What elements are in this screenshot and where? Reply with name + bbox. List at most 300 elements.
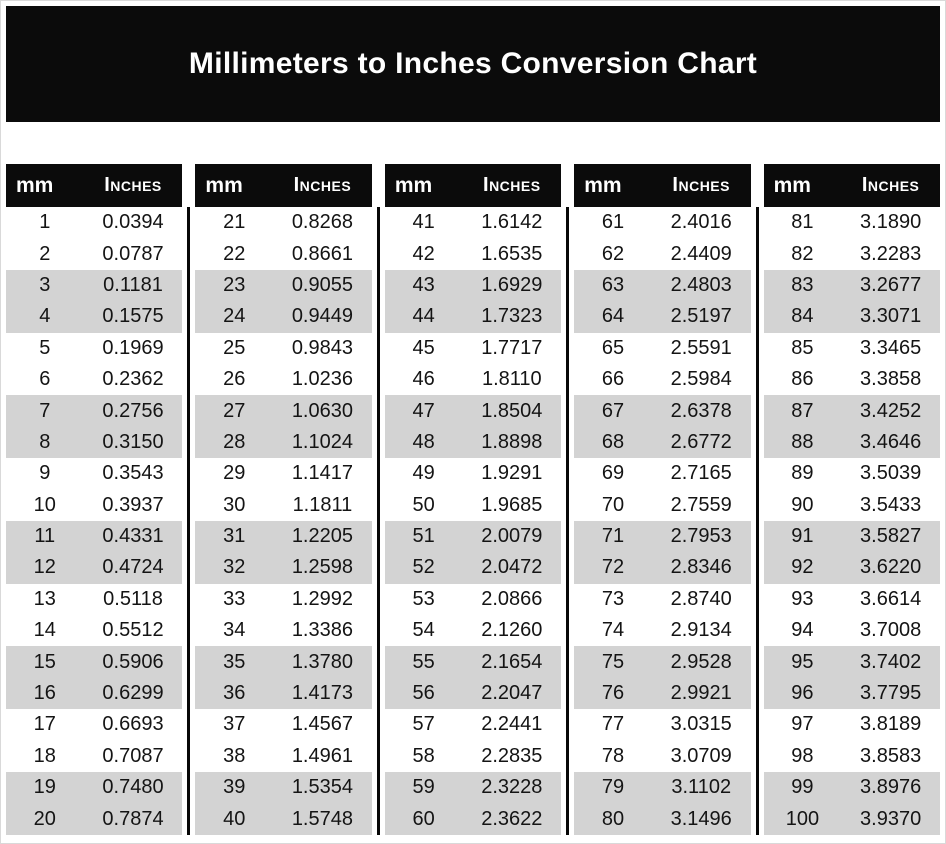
inches-value: 0.7480: [102, 776, 164, 799]
table-row: [385, 552, 561, 583]
inches-value: 2.1654: [481, 650, 543, 673]
inches-value: 2.4409: [670, 242, 732, 265]
table-row: [574, 333, 750, 364]
mm-value: 78: [601, 744, 625, 767]
table-row: [574, 458, 750, 489]
inches-value: 1.7323: [481, 305, 543, 328]
table-body: [195, 207, 371, 835]
inches-value: 0.1575: [102, 305, 164, 328]
mm-value: 100: [785, 807, 820, 830]
table-row: [764, 741, 940, 772]
inches-value: 2.5984: [670, 368, 732, 391]
table-row: [195, 646, 371, 677]
inches-value: 3.1496: [670, 807, 732, 830]
conversion-column-61-80: [574, 164, 750, 835]
inches-value: 2.5197: [670, 305, 732, 328]
table-row: [6, 709, 182, 740]
column-header: [764, 164, 940, 207]
inches-value: 1.6142: [481, 211, 543, 234]
mm-value: 76: [601, 682, 625, 705]
inches-value: 1.2598: [291, 556, 353, 579]
table-row: [574, 615, 750, 646]
mm-value: 82: [791, 242, 814, 265]
mm-value: 50: [412, 493, 435, 516]
inches-value: 3.0315: [670, 713, 732, 736]
table-row: [574, 646, 750, 677]
mm-value: 16: [33, 682, 56, 705]
table-row: [385, 207, 561, 238]
inches-value: 0.7087: [102, 744, 164, 767]
table-row: [764, 301, 940, 332]
table-row: [6, 490, 182, 521]
table-row: [6, 333, 182, 364]
table-row: [385, 709, 561, 740]
mm-header-label: mm: [394, 173, 433, 197]
inches-value: 1.8898: [481, 430, 543, 453]
inches-value: 1.1811: [292, 493, 353, 516]
inches-value: 1.3780: [291, 650, 353, 673]
table-row: [574, 207, 750, 238]
inches-value: 3.2677: [860, 273, 922, 296]
table-row: [195, 238, 371, 269]
table-row: [195, 301, 371, 332]
table-row: [195, 270, 371, 301]
inches-value: 2.3622: [481, 807, 543, 830]
mm-value: 33: [223, 587, 246, 610]
mm-value: 26: [223, 368, 246, 391]
inches-value: 1.2992: [291, 587, 353, 610]
inches-value: 3.7402: [860, 650, 922, 673]
inches-value: 3.4252: [860, 399, 922, 422]
mm-value: 66: [601, 368, 625, 391]
mm-value: 30: [223, 493, 246, 516]
table-row: [195, 803, 371, 834]
table-row: [195, 584, 371, 615]
mm-value: 79: [601, 776, 625, 799]
mm-value: 62: [601, 242, 625, 265]
table-row: [195, 333, 371, 364]
inches-value: 0.3937: [102, 493, 164, 516]
mm-value: 44: [412, 305, 435, 328]
table-row: [195, 364, 371, 395]
mm-value: 77: [601, 713, 625, 736]
table-row: [574, 270, 750, 301]
inches-value: 3.7795: [860, 682, 922, 705]
inches-value: 1.4567: [291, 713, 353, 736]
mm-value: 71: [601, 525, 625, 548]
inches-value: 2.7953: [670, 525, 732, 548]
mm-value: 97: [791, 713, 814, 736]
table-row: [764, 772, 940, 803]
conversion-column-21-40: [195, 164, 371, 835]
table-row: [385, 270, 561, 301]
inches-value: 0.0394: [102, 211, 164, 234]
inches-value: 2.8346: [670, 556, 732, 579]
inches-value: 3.8583: [860, 744, 922, 767]
inches-value: 0.1181: [103, 273, 163, 296]
mm-value: 45: [412, 336, 435, 359]
mm-value: 61: [601, 211, 625, 234]
inches-value: 3.5827: [860, 525, 922, 548]
table-row: [574, 678, 750, 709]
mm-header-label: mm: [773, 173, 811, 197]
table-body: [6, 207, 182, 835]
table-row: [6, 364, 182, 395]
inches-value: 3.6614: [860, 587, 922, 610]
inches-value: 0.4724: [102, 556, 164, 579]
inches-value: 2.2835: [481, 744, 543, 767]
column-header: [385, 164, 561, 207]
table-row: [385, 427, 561, 458]
mm-value: 58: [412, 744, 435, 767]
table-body: [385, 207, 561, 835]
mm-value: 35: [223, 650, 246, 673]
table-row: [764, 427, 940, 458]
inches-value: 3.4646: [860, 430, 922, 453]
table-row: [6, 207, 182, 238]
table-separator: [566, 207, 569, 835]
inches-value: 3.8976: [860, 776, 922, 799]
mm-value: 29: [223, 462, 246, 485]
table-row: [195, 458, 371, 489]
mm-value: 11: [34, 525, 56, 548]
table-row: [195, 427, 371, 458]
inches-value: 0.4331: [102, 525, 164, 548]
table-row: [574, 552, 750, 583]
mm-value: 85: [791, 336, 814, 359]
mm-value: 59: [412, 776, 435, 799]
inches-value: 3.5433: [860, 493, 922, 516]
inches-value: 3.6220: [860, 556, 922, 579]
conversion-tables: [1, 164, 945, 835]
mm-header-label: mm: [16, 173, 54, 197]
mm-value: 88: [791, 430, 814, 453]
table-row: [195, 395, 371, 426]
mm-value: 17: [33, 713, 56, 736]
inches-value: 3.9370: [860, 807, 922, 830]
table-row: [574, 741, 750, 772]
mm-value: 57: [412, 713, 435, 736]
table-row: [764, 490, 940, 521]
table-row: [385, 678, 561, 709]
table-row: [195, 552, 371, 583]
inches-value: 0.7874: [102, 807, 164, 830]
table-separator: [187, 207, 190, 835]
inches-header-label: Inches: [672, 174, 730, 196]
table-row: [6, 772, 182, 803]
inches-value: 2.7559: [670, 493, 732, 516]
mm-header-label: mm: [584, 173, 622, 197]
inches-value: 0.6693: [102, 713, 164, 736]
inches-value: 1.1417: [291, 462, 353, 485]
mm-value: 7: [39, 399, 51, 422]
inches-value: 0.5512: [102, 619, 164, 642]
mm-value: 51: [412, 525, 435, 548]
mm-value: 48: [412, 430, 435, 453]
table-separator: [756, 207, 759, 835]
mm-value: 94: [791, 619, 814, 642]
inches-value: 0.2362: [102, 368, 164, 391]
mm-value: 22: [223, 242, 246, 265]
table-row: [195, 709, 371, 740]
inches-value: 0.9055: [291, 273, 353, 296]
table-row: [574, 521, 750, 552]
mm-value: 91: [791, 525, 814, 548]
inches-value: 2.6378: [670, 399, 732, 422]
table-row: [385, 301, 561, 332]
table-row: [574, 395, 750, 426]
mm-value: 32: [223, 556, 246, 579]
inches-value: 1.5748: [291, 807, 353, 830]
inches-value: 3.3858: [860, 368, 922, 391]
inches-value: 1.9291: [481, 462, 543, 485]
inches-value: 1.3386: [291, 619, 353, 642]
inches-value: 1.4961: [291, 744, 353, 767]
mm-value: 24: [223, 305, 246, 328]
inches-value: 0.6299: [102, 682, 164, 705]
table-row: [764, 395, 940, 426]
mm-value: 25: [223, 336, 246, 359]
mm-value: 31: [223, 525, 246, 548]
mm-value: 47: [412, 399, 435, 422]
table-row: [764, 615, 940, 646]
inches-value: 3.0709: [670, 744, 732, 767]
inches-value: 0.0787: [102, 242, 164, 265]
mm-value: 68: [601, 430, 625, 453]
table-row: [385, 584, 561, 615]
mm-value: 38: [223, 744, 246, 767]
mm-value: 43: [412, 273, 435, 296]
inches-value: 1.8504: [481, 399, 543, 422]
mm-value: 73: [601, 587, 625, 610]
conversion-column-1-20: [6, 164, 182, 835]
table-row: [764, 678, 940, 709]
inches-value: 2.0079: [481, 525, 543, 548]
table-row: [6, 521, 182, 552]
inches-value: 3.1890: [860, 211, 922, 234]
mm-value: 36: [223, 682, 246, 705]
mm-value: 23: [223, 273, 246, 296]
mm-value: 37: [223, 713, 246, 736]
inches-value: 3.8189: [860, 713, 922, 736]
inches-value: 3.2283: [860, 242, 922, 265]
table-row: [574, 709, 750, 740]
mm-value: 89: [791, 462, 814, 485]
table-row: [6, 552, 182, 583]
table-row: [385, 521, 561, 552]
mm-value: 8: [39, 430, 51, 453]
inches-value: 3.1102: [671, 776, 732, 799]
conversion-column-81-100: [764, 164, 940, 835]
table-row: [195, 741, 371, 772]
mm-value: 81: [791, 211, 814, 234]
inches-value: 2.8740: [670, 587, 732, 610]
table-row: [6, 395, 182, 426]
table-row: [385, 741, 561, 772]
mm-value: 67: [601, 399, 625, 422]
inches-value: 1.9685: [481, 493, 543, 516]
mm-value: 63: [601, 273, 625, 296]
mm-value: 65: [601, 336, 625, 359]
table-row: [385, 803, 561, 834]
table-row: [574, 427, 750, 458]
table-row: [385, 395, 561, 426]
mm-value: 10: [33, 493, 56, 516]
table-row: [385, 615, 561, 646]
mm-value: 42: [412, 242, 435, 265]
column-header: [195, 164, 371, 207]
mm-value: 92: [791, 556, 814, 579]
mm-value: 95: [791, 650, 814, 673]
inches-header-label: Inches: [104, 174, 162, 196]
mm-value: 21: [223, 211, 246, 234]
table-row: [574, 772, 750, 803]
table-row: [6, 741, 182, 772]
table-row: [6, 615, 182, 646]
table-row: [195, 490, 371, 521]
inches-value: 2.3228: [481, 776, 543, 799]
table-row: [195, 772, 371, 803]
table-row: [764, 552, 940, 583]
inches-value: 0.5906: [102, 650, 164, 673]
mm-value: 5: [39, 336, 51, 359]
inches-value: 1.8110: [481, 368, 542, 391]
mm-value: 54: [412, 619, 435, 642]
mm-header-label: mm: [205, 173, 243, 197]
mm-value: 72: [601, 556, 625, 579]
mm-value: 83: [791, 273, 814, 296]
mm-value: 46: [412, 368, 435, 391]
inches-value: 0.8661: [291, 242, 353, 265]
mm-value: 12: [33, 556, 56, 579]
mm-value: 20: [33, 807, 56, 830]
inches-value: 1.0236: [291, 368, 353, 391]
table-row: [385, 772, 561, 803]
inches-value: 2.0866: [481, 587, 543, 610]
mm-value: 40: [223, 807, 246, 830]
mm-value: 84: [791, 305, 814, 328]
table-row: [574, 490, 750, 521]
table-row: [574, 584, 750, 615]
mm-value: 74: [601, 619, 625, 642]
page-title: Millimeters to Inches Conversion Chart: [188, 47, 758, 80]
inches-value: 0.9843: [291, 336, 353, 359]
mm-value: 80: [601, 807, 625, 830]
inches-value: 1.1024: [291, 430, 353, 453]
title-banner: [6, 6, 940, 122]
table-row: [6, 584, 182, 615]
inches-value: 2.7165: [670, 462, 732, 485]
mm-value: 49: [412, 462, 435, 485]
inches-value: 0.5118: [103, 587, 163, 610]
table-row: [6, 803, 182, 834]
inches-value: 2.1260: [481, 619, 543, 642]
mm-value: 86: [791, 368, 814, 391]
inches-value: 1.5354: [291, 776, 353, 799]
column-header: [574, 164, 750, 207]
inches-header-label: Inches: [293, 174, 352, 196]
table-row: [764, 333, 940, 364]
mm-value: 27: [223, 399, 246, 422]
inches-value: 1.6535: [481, 242, 543, 265]
mm-value: 4: [39, 305, 51, 328]
inches-value: 1.2205: [291, 525, 353, 548]
inches-value: 0.9449: [291, 305, 353, 328]
column-header: [6, 164, 182, 207]
table-row: [195, 521, 371, 552]
table-row: [385, 646, 561, 677]
inches-value: 0.3150: [102, 430, 164, 453]
table-row: [6, 238, 182, 269]
inches-value: 2.9134: [670, 619, 732, 642]
inches-value: 0.3543: [102, 462, 164, 485]
mm-value: 56: [412, 682, 435, 705]
table-row: [195, 678, 371, 709]
mm-value: 34: [223, 619, 246, 642]
mm-value: 14: [33, 619, 56, 642]
table-row: [6, 646, 182, 677]
table-row: [764, 207, 940, 238]
table-row: [764, 803, 940, 834]
mm-value: 87: [791, 399, 814, 422]
mm-value: 69: [601, 462, 625, 485]
inches-value: 2.6772: [670, 430, 732, 453]
mm-value: 75: [601, 650, 625, 673]
mm-value: 39: [223, 776, 246, 799]
mm-value: 18: [33, 744, 56, 767]
mm-value: 52: [412, 556, 435, 579]
table-row: [385, 333, 561, 364]
inches-value: 3.7008: [860, 619, 922, 642]
mm-value: 55: [412, 650, 435, 673]
mm-value: 13: [33, 587, 56, 610]
inches-value: 2.4803: [670, 273, 732, 296]
inches-value: 2.9921: [670, 682, 732, 705]
table-row: [385, 490, 561, 521]
mm-value: 9: [39, 462, 51, 485]
table-row: [385, 238, 561, 269]
mm-value: 28: [223, 430, 246, 453]
mm-value: 1: [39, 211, 51, 234]
table-row: [764, 238, 940, 269]
inches-value: 2.4016: [670, 211, 732, 234]
table-row: [764, 646, 940, 677]
table-row: [764, 709, 940, 740]
inches-value: 0.8268: [291, 211, 353, 234]
table-body: [764, 207, 940, 835]
table-row: [764, 364, 940, 395]
mm-value: 19: [33, 776, 56, 799]
mm-value: 96: [791, 682, 814, 705]
inches-value: 2.9528: [670, 650, 732, 673]
inches-value: 2.2441: [481, 713, 543, 736]
mm-value: 53: [412, 587, 435, 610]
inches-value: 2.0472: [481, 556, 543, 579]
table-row: [764, 584, 940, 615]
mm-value: 98: [791, 744, 814, 767]
inches-value: 1.7717: [481, 336, 543, 359]
mm-value: 2: [39, 242, 51, 265]
mm-value: 70: [601, 493, 625, 516]
table-row: [574, 803, 750, 834]
inches-header-label: Inches: [861, 174, 920, 196]
mm-value: 99: [791, 776, 814, 799]
table-row: [764, 270, 940, 301]
table-row: [574, 238, 750, 269]
table-row: [6, 458, 182, 489]
inches-value: 3.3071: [860, 305, 922, 328]
table-row: [764, 521, 940, 552]
